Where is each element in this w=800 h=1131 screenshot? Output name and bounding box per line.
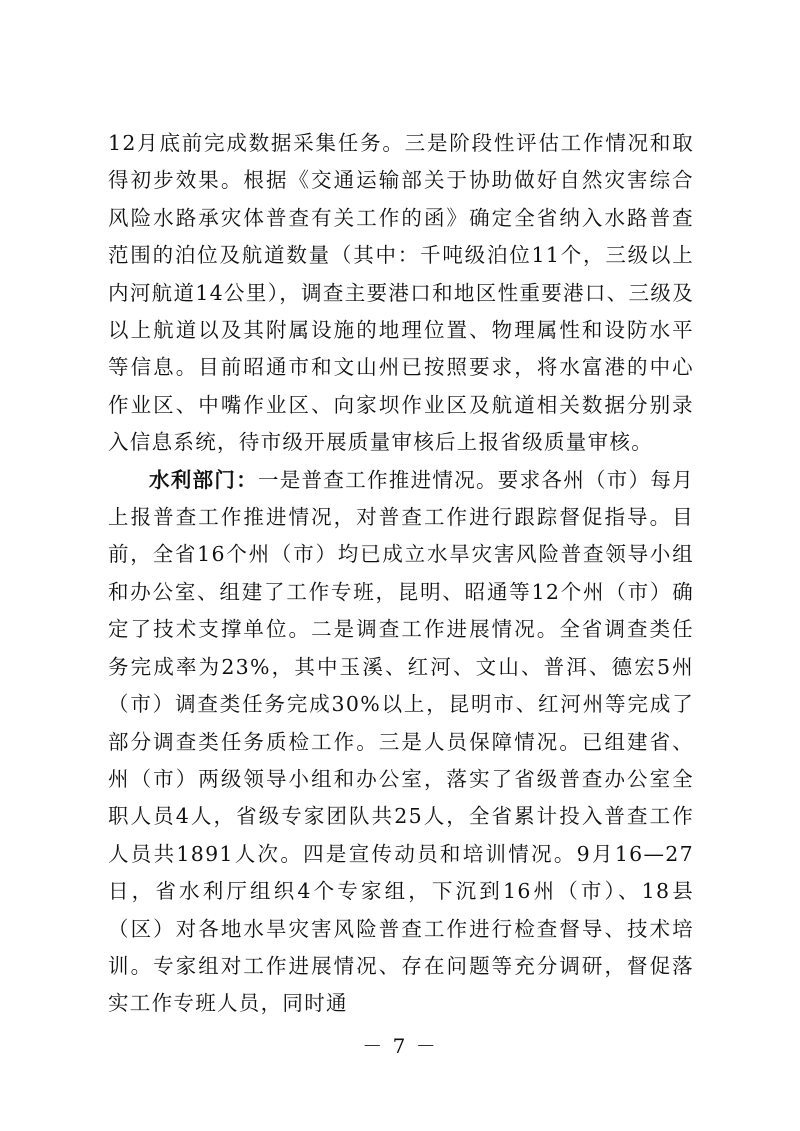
paragraph-water-resources [108, 462, 694, 1023]
document-body [108, 125, 694, 1023]
paragraph-transport-continued [108, 125, 694, 462]
paragraph-lead-heading: 水利部门： [149, 467, 258, 492]
paragraph-text: 12月底前完成数据采集任务。三是阶段性评估工作情况和取得初步效果。根据《交通运输部关于协助做好自然灾害综合风险水路承灾体普查有关工作的函》确定全省纳入水路普查范围的泊位及航道数量（其中：千吨级泊位11个，三级以上内河航道14公里），调查主要港口和地区性重要港口、三级及以上航道以及其附属设施的地理位置、物理属性和设防水平等信息。目前昭通市和文山州已按照要求，将水富港的中心作业区、中嘴作业区、向家坝作业区及航道相关数据分别录入信息系统，待市级开展质量审核后上报省级质量审核。 [108, 131, 694, 455]
page-number: － 7 － [362, 1034, 438, 1058]
paragraph-text: 一是普查工作推进情况。要求各州（市）每月上报普查工作推进情况，对普查工作进行跟踪督促指导。目前，全省16个州（市）均已成立水旱灾害风险普查领导小组和办公室、组建了工作专班，昆明、昭通等12个州（市）确定了技术支撑单位。二是调查工作进展情况。全省调查类任务完成率为23%，其中玉溪、红河、文山、普洱、德宏5州（市）调查类任务完成30%以上，昆明市、红河州等完成了部分调查类任务质检工作。三是人员保障情况。已组建省、州（市）两级领导小组和办公室，落实了省级普查办公室全职人员4人，省级专家团队共25人，全省累计投入普查工作人员共1891人次。四是宣传动员和培训情况。9月16—27日，省水利厅组织4个专家组，下沉到16州（市）、18县（区）对各地水旱灾害风险普查工作进行检查督导、技术培训。专家组对工作进展情况、存在问题等充分调研，督促落实工作专班人员，同时通 [108, 467, 694, 1016]
